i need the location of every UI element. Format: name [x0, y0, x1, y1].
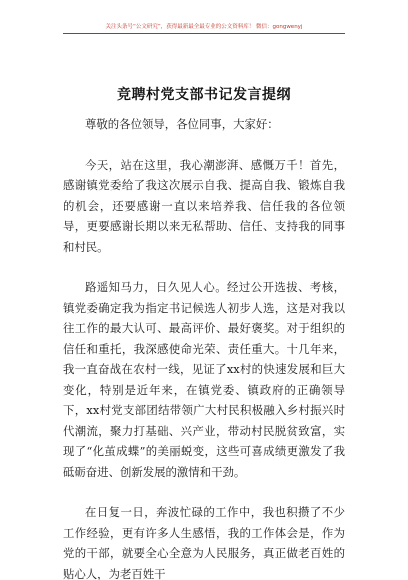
- header-divider: [63, 33, 345, 34]
- salutation: 尊敬的各位领导，各位同事，大家好：: [85, 117, 279, 131]
- paragraph-2: 路遥知马力，日久见人心。经过公开选拔、考核，镇党委确定我为指定书记候选人初步人选，这是对我以往工作的最大认可、最高评价、最好褒奖。对于组织的信任和重托，我深感使命光荣、责任重大。十几年来，我一直奋战在农村一线，见证了xx村的快速发展和巨大变化，特别是近年来，在镇党委、镇政府的正确领导下，xx村党支部团结带领广大村民积极融入乡村振兴时代潮流，聚力打基础、兴产业，带动村民脱贫致富，实现了“化茧成蝶”的美丽蜕变，这些可喜成绩更激发了我砥砺奋进、创新发展的激情和干劲。: [63, 280, 345, 479]
- header-promo-note: 关注头条号“公文研究”，获得最新最全最专业的公文资料库！ 微信：gongwenyj: [105, 24, 303, 30]
- paragraph-3: 在日复一日，奔波忙碌的工作中，我也积攒了不少工作经验，更有许多人生感悟，我的工作体会是，作为党的干部，就要全心全意为人民服务，真正做老百姓的贴心人，为老百姓干: [63, 505, 345, 580]
- document-title: 竞聘村党支部书记发言提纲: [117, 87, 291, 103]
- paragraph-1: 今天，站在这里，我心潮澎湃、感慨万千！首先，感谢镇党委给了我这次展示自我、提高自我、锻炼自我的机会，还要感谢一直以来培养我、信任我的各位领导，更要感谢长期以来无私帮助、信任、支持我的同事和村民。: [63, 157, 345, 254]
- document-body: [63, 114, 345, 580]
